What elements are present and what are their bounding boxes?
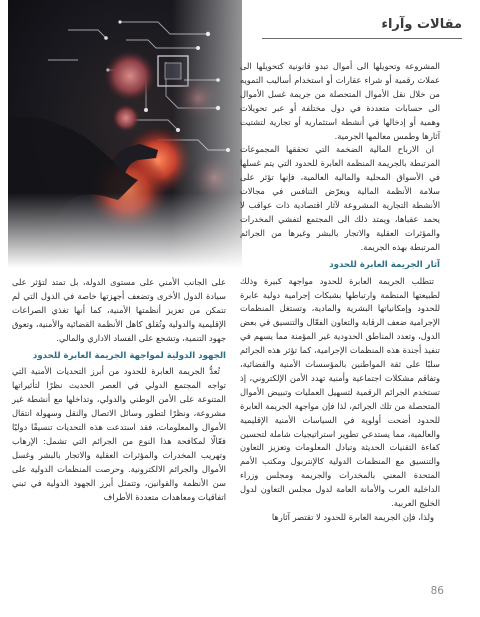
section-header <box>262 16 462 39</box>
paragraph: ولذا، فإن الجريمة العابرة للحدود لا تقتصر آثارها <box>271 512 434 522</box>
section-divider <box>262 38 462 39</box>
section-title: مقالات وآراء <box>381 17 462 32</box>
paragraph: ان الارباح المالية الضخمة التي تحققها المجموعات المرتبطة بالجريمة المنظمة العابرة للحدود التي يتم غسلها في الأسواق المحلية والمالية العالمية، فإنها تؤثر على سلامة الأنظمة المالية ويعرّض التنافس في مجالات الأنشطة التجارية المشروعة لآثار اقتصادية ذات عواقب لا يحمد عقباها، ويمتد ذلك الى المجتمع لتفشي المخدرات والمؤثرات العقلية والاتجار بالبشر وغيرها من الجرائم المرتبطة بهذه الجريمة. <box>240 144 440 252</box>
paragraph: تُعدُّ الجريمة العابرة للحدود من أبرز التحديات الأمنية التي تواجه المجتمع الدولي في العصر الحديث نظرًا لتأثيراتها المتنوعة على الأمن الوطني والدولي، وتداخلها مع أنشطة غير مشروعة، ونظرًا لتطور وسائل الاتصال والنقل وسهولة انتقال الأموال والمعلومات، فقد استدعت هذه التحديات تنسيقًا دوليًا فعّالًا لمكافحة هذا النوع من الجرائم التي تشمل: الإرهاب وتهريب المخدرات والمؤثرات العقلية والاتجار بالبشر وغسل الأموال والجرائم الالكترونية. وحرصت المنظمات الدولية على سن الأنظمة والقوانين، وتتمثل أبرز الجهود الدولية في تبني اتفاقيات ومعاهدات متعددة الأطراف <box>12 366 226 502</box>
page-number: 86 <box>430 585 444 597</box>
paragraph: تتطلب الجريمة العابرة للحدود مواجهة كبيرة وذلك لطبيعتها المنظمة وارتباطها بشبكات إجرامية دولية عابرة للحدود وإمكانياتها البشرية والمادية، وتستغل المنظمات الإجرامية ضعف الرقابة والتعاون الفعّال والتنسيق في بعض الدول، وتعدد المناطق الحدودية غير المؤمنة مما يسهم في تنفيذ أجندة هذه المنظمات الإجرامية، كما تؤثر هذه الجرائم سلبًا على ثقة المواطنين بالمؤسسات الأمنية والقضائية، وتفاقم مشكلات اجتماعية وأمنية تهدد الأمن الإلكتروني، إذ تستخدم الجرائم الرقمية لتسهيل العمليات وتبييض الأموال المتحصلة من تلك الجرائم، لذا فإن مواجهة الجريمة العابرة للحدود أضحت أولوية في السياسات الأمنية الإقليمية والعالمية، مما يستدعي تطوير استراتيجيات شاملة لتحسين كفاءة التقنيات الحديثة وتبادل المعلومات وتعزيز التعاون والتنسيق مع المنظمات الدولية كالإنتربول ومكتب الأمم المتحدة المعني بالمخدرات والجريمة ومجلس وزراء الداخلية العرب والأمانة العامة لدول مجلس التعاون لدول الخليج العربية. <box>240 275 440 509</box>
subheading: آثار الجريمة العابرة للحدود <box>329 259 440 270</box>
paragraph: على الجانب الأمني على مستوى الدولة، بل تمتد لتؤثر على سيادة الدول الأخرى وتضعف أجهزتها خاصة في الدول التي لم تتمكن من تعزيز أنظمتها الأمنية، كما أنها تغذي الصراعات الإقليمية والدولية وتُقلق كاهل الأنظمة القضائية والأمنية، وتعوق جهود التنمية، وتشجع على الفساد الاداري والمالي. <box>12 277 226 343</box>
digital-finance-illustration <box>8 0 242 268</box>
article-column-left <box>12 276 226 505</box>
paragraph: المشروعة وتحويلها الى أموال تبدو قانونية كتحويلها الى عملات رقمية أو شراء عقارات أو استخدام أساليب التمويه من خلال نقل الأموال المتحصلة من جريمة غسل الأموال الى حسابات متعددة في دول مختلفة أو عبر تحويلات وهمية أو إدخالها في أنشطة استثمارية أو تجارية لتشتيت آثارها وطمس معالمها الجرمية. <box>240 61 440 141</box>
article-column-right <box>240 60 440 525</box>
subheading: الجهود الدولية لمواجهة الجريمة العابرة للحدود <box>32 350 226 361</box>
